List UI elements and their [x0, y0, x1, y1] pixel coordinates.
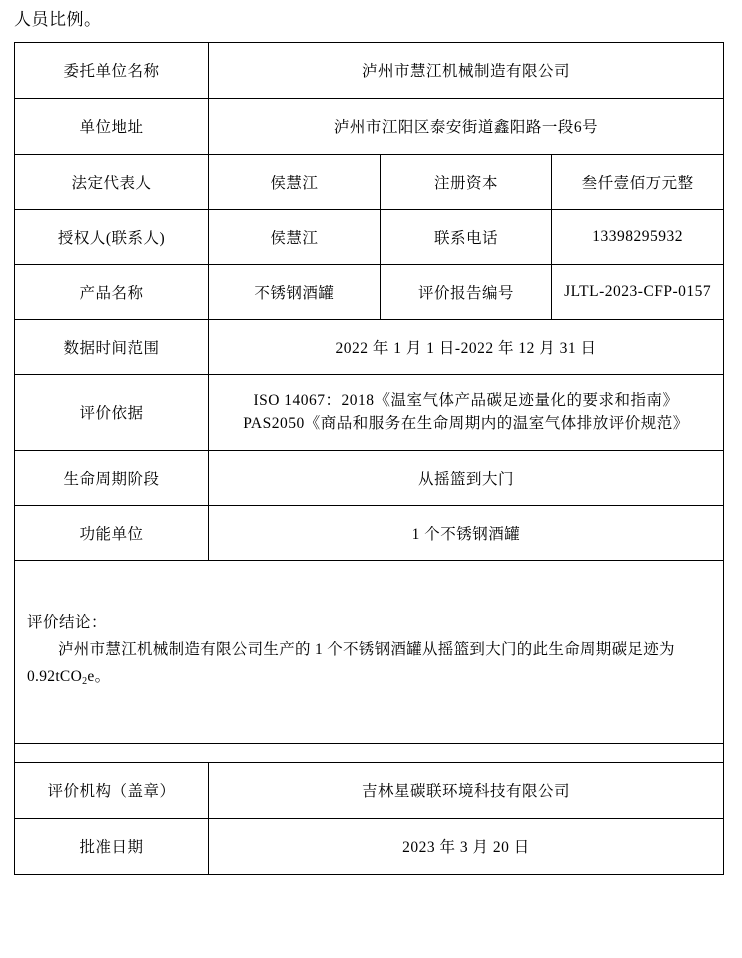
conclusion-body-part1: 泸州市慧江机械制造有限公司生产的 1 个不锈钢酒罐从摇篮到大门的此生命周期碳足迹为 0.92tCO	[27, 641, 675, 686]
row-value-data-period: 2022 年 1 月 1 日-2022 年 12 月 31 日	[209, 319, 724, 374]
row-value-product-name: 不锈钢酒罐	[209, 264, 381, 319]
row-value-registered-capital: 叁仟壹佰万元整	[552, 154, 724, 209]
table-spacer	[15, 743, 724, 762]
lead-paragraph: 人员比例。	[14, 10, 102, 29]
conclusion-body	[27, 636, 707, 690]
row-label-phone: 联系电话	[380, 209, 552, 264]
row-label-report-no: 评价报告编号	[380, 264, 552, 319]
row-value-legal-rep: 侯慧江	[209, 154, 381, 209]
conclusion-row	[15, 560, 724, 743]
table-row	[15, 450, 724, 505]
table-row	[15, 319, 724, 374]
row-label-client-name: 委托单位名称	[15, 42, 209, 98]
row-label-address: 单位地址	[15, 98, 209, 154]
conclusion-cell	[15, 560, 724, 743]
table-row	[15, 762, 724, 818]
row-label-basis: 评价依据	[15, 374, 209, 450]
row-label-legal-rep: 法定代表人	[15, 154, 209, 209]
row-label-registered-capital: 注册资本	[380, 154, 552, 209]
row-value-lifecycle-stage: 从摇篮到大门	[209, 450, 724, 505]
row-value-authorized-contact: 侯慧江	[209, 209, 381, 264]
row-label-lifecycle-stage: 生命周期阶段	[15, 450, 209, 505]
row-value-evaluation-org: 吉林星碳联环境科技有限公司	[209, 762, 724, 818]
conclusion-title: 评价结论：	[27, 614, 108, 632]
row-label-approval-date: 批准日期	[15, 818, 209, 874]
row-value-approval-date: 2023 年 3 月 20 日	[209, 818, 724, 874]
evaluation-info-table	[14, 42, 724, 875]
table-row	[15, 98, 724, 154]
row-label-authorized-contact: 授权人(联系人)	[15, 209, 209, 264]
row-label-product-name: 产品名称	[15, 264, 209, 319]
conclusion-body-part2: e。	[87, 668, 111, 686]
basis-line-1: ISO 14067：2018《温室气体产品碳足迹量化的要求和指南》	[253, 392, 679, 410]
conclusion-subscript: 2	[82, 676, 88, 688]
basis-line-2: PAS2050《商品和服务在生命周期内的温室气体排放评价规范》	[243, 415, 689, 433]
row-label-functional-unit: 功能单位	[15, 505, 209, 560]
row-value-client-name: 泸州市慧江机械制造有限公司	[209, 42, 724, 98]
row-value-basis	[209, 374, 724, 450]
table-row	[15, 818, 724, 874]
row-value-phone: 13398295932	[552, 209, 724, 264]
table-row	[15, 42, 724, 98]
row-value-report-no: JLTL-2023-CFP-0157	[552, 264, 724, 319]
row-value-functional-unit: 1 个不锈钢酒罐	[209, 505, 724, 560]
row-label-evaluation-org: 评价机构（盖章）	[15, 762, 209, 818]
table-row	[15, 154, 724, 209]
table-row	[15, 209, 724, 264]
table-row	[15, 264, 724, 319]
table-row	[15, 374, 724, 450]
row-label-data-period: 数据时间范围	[15, 319, 209, 374]
row-value-address: 泸州市江阳区泰安街道鑫阳路一段6号	[209, 98, 724, 154]
table-row	[15, 505, 724, 560]
